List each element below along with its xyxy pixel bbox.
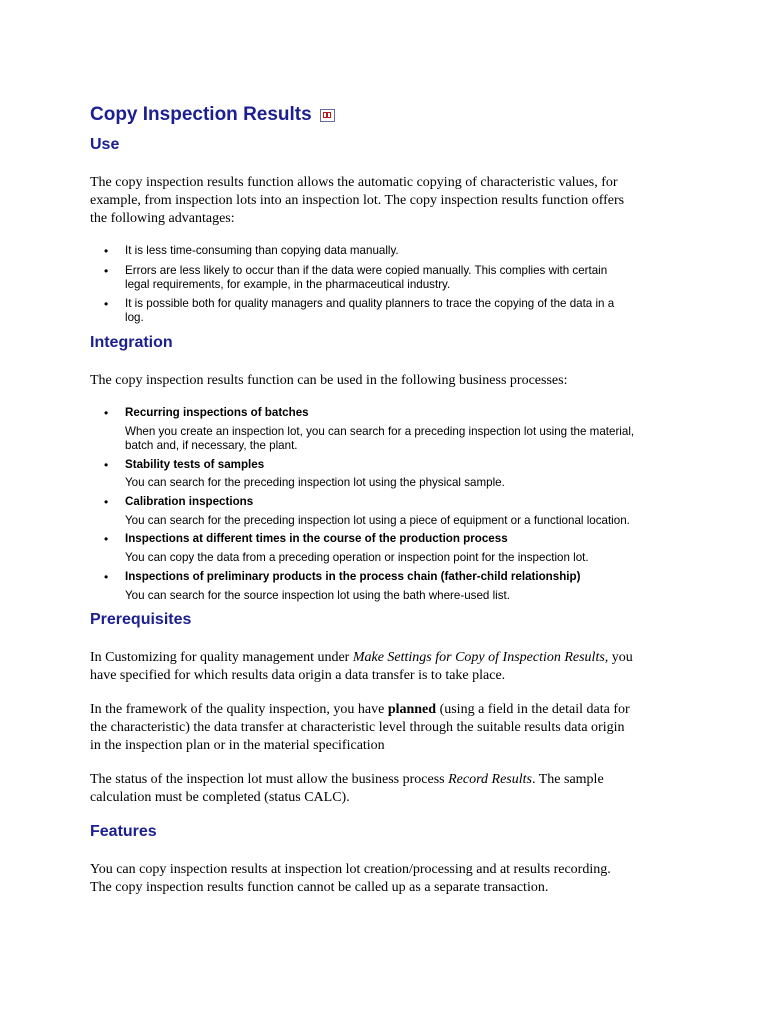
process-description: You can search for the preceding inspection lot using a piece of equipment or a functional location. (125, 514, 630, 527)
bullet-icon: • (104, 406, 109, 420)
bullet-icon: • (104, 297, 109, 311)
process-description: When you create an inspection lot, you can search for a preceding inspection lot using the material, batch and, if necessary, the plant. (125, 425, 635, 452)
process-description: You can copy the data from a preceding operation or inspection point for the inspection lot. (125, 551, 589, 564)
heading-features: Features (90, 823, 157, 840)
heading-integration: Integration (90, 334, 173, 351)
prerequisite-paragraph: In Customizing for quality management under Make Settings for Copy of Inspection Results, you have specified for which results data origin a data transfer is to take place. (90, 650, 633, 683)
bullet-icon: • (104, 264, 109, 278)
heading-use: Use (90, 136, 120, 153)
bullet-icon: • (104, 244, 109, 258)
bullet-icon: • (104, 495, 109, 509)
integration-intro: The copy inspection results function can be used in the following business processes: (90, 373, 568, 388)
expand-icon[interactable] (320, 109, 335, 122)
bullet-icon: • (104, 532, 109, 546)
bullet-icon: • (104, 570, 109, 584)
process-description: You can search for the source inspection lot using the bath where-used list. (125, 589, 510, 602)
use-intro: The copy inspection results function allows the automatic copying of characteristic values, for example, from inspection lots into an inspection lot. The copy inspection results function offers the following advantages: (90, 175, 625, 226)
prerequisite-paragraph: In the framework of the quality inspection, you have planned (using a field in the detail data for the characteristic) the data transfer at characteristic level through the suitable results data origin in the inspection plan or in the material specification (90, 702, 630, 753)
bullet-icon: • (104, 458, 109, 472)
prerequisite-paragraph: The status of the inspection lot must allow the business process Record Results. The sample calculation must be completed (status CALC). (90, 772, 604, 805)
page-title-text: Copy Inspection Results (90, 104, 312, 125)
heading-prerequisites: Prerequisites (90, 611, 192, 628)
process-description: You can search for the preceding inspection lot using the physical sample. (125, 476, 505, 489)
features-paragraph: You can copy inspection results at inspection lot creation/processing and at results recording. The copy inspection results function cannot be called up as a separate transaction. (90, 862, 611, 895)
page-title (90, 104, 335, 126)
